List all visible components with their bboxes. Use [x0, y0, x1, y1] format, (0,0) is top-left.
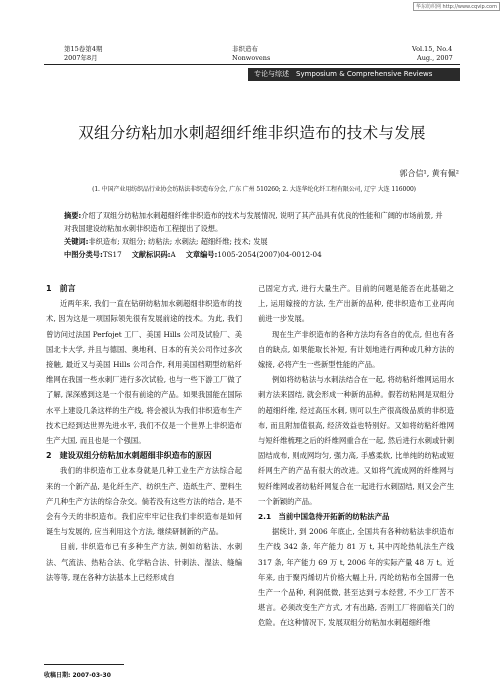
section-2-paragraph-1: 我们的非织造布工业本身就是几种工业生产方法综合起来的一个新产品, 是化纤生产、纺织生产、造纸生产、塑料生产几种生产方法的综合杂交。倘若没有这些方法的结合, 是不会有今天的非织造布。我们应牢牢记住我们非织造布是如何诞生与发展的, 应当利用这个方法, 继续研制新的产品。 [46, 466, 242, 537]
abstract-text: 介绍了双组分纺粘加水刺超细纤维非织造布的技术与发展情况, 说明了其产品具有优良的性能和广阔的市场前景, 并对我国建设纺粘加水刺非织造布工程提出了设想。 [64, 211, 443, 233]
article-number-label: 文章编号: [185, 250, 218, 259]
right-paragraph-2: 现在生产非织造布的各种方法均有各自的优点, 但也有各自的缺点, 如果能取长补短, 有计划地进行两种或几种方法的嫁接, 必将产生一些新型性能的产品。 [258, 329, 454, 370]
left-column [46, 281, 242, 585]
section-1-heading: 1 前言 [46, 284, 76, 293]
abstract [64, 210, 448, 235]
header-volume: 第15卷第4期 [64, 45, 103, 53]
right-paragraph-3: 例如将纺粘法与水刺法结合在一起, 将纺粘纤维网运用水刺方法来固结, 就会形成一种新的品种。假若纺粘网是双组分的超细纤维, 经过高压水刺, 则可以生产很高级品质的非织造布, 而且附加值很高, 经济效益也特别好。又如将纺粘纤维网与短纤维梳理之后的纤维网重合在一起, 然后进行水刺或针刺固结成布, 则成网均匀, 强力高, 手感柔软, 比单纯的纺粘或短纤网生产的产品有很大的改进。又如将气流成网的纤维网与短纤维网或者纺粘纤网复合在一起进行水刺固结, 则又会产生一个新颖的产品。 [258, 375, 454, 506]
section-2-paragraph-2: 目前, 非织造布已有多种生产方法, 例如纺粘法、水刺法、气流法、热粘合法、化学粘合法、针刺法、湿法、缝编法等等, 现在各种方法基本上已经形成自 [46, 542, 242, 582]
right-paragraph-4: 据统计, 到 2006 年底止, 全国共有各种纺粘法非织造布生产线 342 条, 年产能力 81 万 t, 其中丙纶热轧法生产线 317 条, 年产能力 69 万 t, 2006 年的实际产量 48 万 t。近年来, 由于聚丙烯切片价格大幅上升, 丙纶纺粘布全国滞一色生产一个品种, 利润低微, 甚至达到亏本经营, 不少工厂苦不堪言。必须改变生产方式, 才有出路, 否则工厂将面临关门的危险。在这种情况下, 发展双组分纺粘加水刺超细纤维 [258, 527, 454, 628]
keywords-text: 非织造布; 双组分; 纺粘法; 水刺法; 超细纤维; 技术; 发展 [88, 237, 268, 246]
article-number: 1005-2054(2007)04-0012-04 [217, 250, 322, 259]
header-vol-en: Vol.15, No.4 [412, 45, 453, 53]
keywords-label: 关键词: [64, 237, 89, 246]
header-date-en: Aug., 2007 [417, 54, 453, 62]
abstract-label: 摘要: [64, 211, 82, 220]
doc-code: A [170, 250, 176, 259]
clc-label: 中图分类号: [64, 250, 103, 259]
header-date: 2007年8月 [64, 54, 98, 62]
authors: 郭合信¹, 黄有佩² [399, 169, 459, 178]
affiliation: (1. 中国产业用纺织品行业协会纺粘法非织造布分会, 广东 广州 510260; 2. 大连华纶化纤工程有限公司, 辽宁 大连 116000) [92, 186, 416, 193]
section-1-paragraph: 近两年来, 我们一直在钻研纺粘加水刺超细非织造布的技术, 因为这是一项国际领先很有发展前途的技术。为此, 我们曾访问过法国 Perfojet 工厂、美国 Hills 公司及试验厂、美国北卡大学, 并且与德国、奥地利、日本的有关公司作过多次接触, 最近又与美国 Hills 公司合作, 利用美国档期型纺粘纤维网在我国一些水刺厂进行多次试验, 也与一些下游工厂做了了解, 深深感到这是一个很有前途的产品。如果我国能在国际水平上建设几条这样的生产线, 将会被认为我们非织造布生产技术已经到达世界先进水平, 我们不仅是一个世界上非织造布生产大国, 而且也是一个强国。 [46, 299, 242, 446]
header-journal-en: Nonwovens [232, 54, 271, 62]
header-rule [44, 64, 460, 65]
received-date: 收稿日期: 2007-03-30 [44, 672, 111, 679]
footnote-rule [44, 664, 124, 665]
right-paragraph-1: 己固定方式, 进行大量生产。目前的问题是能否在此基础之上, 运用嫁接的方法, 生产出新的品种, 使非织造布工业再向前进一步发展。 [258, 284, 454, 324]
section-banner: 专论与综述 Symposium & Comprehensive Reviews [248, 68, 460, 81]
keywords [64, 236, 448, 249]
article-title: 双组分纺粘加水刺超细纤维非织造布的技术与发展 [78, 124, 426, 142]
header-journal-cn: 非织造布 [232, 45, 258, 53]
classification-line [64, 249, 322, 262]
right-column [258, 281, 454, 631]
subsection-2-1-heading: 2.1 当前中国急待开拓新的纺粘法产品 [258, 512, 390, 522]
clc-code: TS17 [102, 250, 122, 259]
section-2-heading: 2 建设双组分纺粘加水刺超细非织造布的原因 [46, 451, 212, 461]
watermark-stamp: 华东纺织网 http://www.cqvip.com [413, 2, 500, 11]
doc-code-label: 文献标识码: [131, 250, 171, 259]
